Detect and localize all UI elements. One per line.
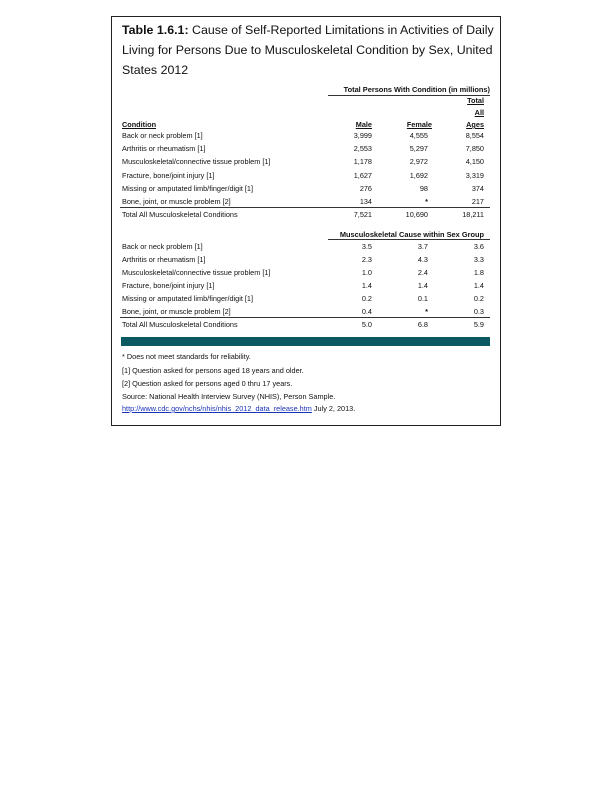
col-condition-header: Condition bbox=[122, 120, 157, 129]
row-condition: Bone, joint, or muscle problem [2] bbox=[122, 307, 231, 316]
row-total: 3.6 bbox=[473, 242, 484, 251]
footnote-unreliable: * Does not meet standards for reliability. bbox=[122, 352, 251, 361]
total-row-female: 6.8 bbox=[417, 320, 428, 329]
row-total: 0.2 bbox=[473, 294, 484, 303]
row-total: 374 bbox=[471, 184, 484, 193]
total-row-female: 10,690 bbox=[405, 210, 428, 219]
total-row-male: 7,521 bbox=[353, 210, 372, 219]
section2-total-rule bbox=[120, 317, 490, 318]
row-condition: Fracture, bone/joint injury [1] bbox=[122, 171, 215, 180]
footnote-2: [2] Question asked for persons aged 0 thru 17 years. bbox=[122, 379, 293, 388]
footnote-date: July 2, 2013. bbox=[311, 404, 356, 413]
row-condition: Bone, joint, or muscle problem [2] bbox=[122, 197, 231, 206]
row-total: 3,319 bbox=[465, 171, 484, 180]
row-male: 134 bbox=[359, 197, 372, 206]
col-total-line3: Ages bbox=[466, 120, 484, 129]
row-female: 2.4 bbox=[417, 268, 428, 277]
total-row-condition: Total All Musculoskeletal Conditions bbox=[122, 210, 238, 219]
row-total: 1.4 bbox=[473, 281, 484, 290]
row-total: 3.3 bbox=[473, 255, 484, 264]
section1-group-header: Total Persons With Condition (in millions) bbox=[343, 85, 490, 94]
row-male: 1,178 bbox=[353, 157, 372, 166]
row-female: 0.1 bbox=[417, 294, 428, 303]
row-male: 276 bbox=[359, 184, 372, 193]
row-male: 0.2 bbox=[361, 294, 372, 303]
row-condition: Back or neck problem [1] bbox=[122, 242, 203, 251]
row-condition: Back or neck problem [1] bbox=[122, 131, 203, 140]
row-total: 1.8 bbox=[473, 268, 484, 277]
row-male: 0.4 bbox=[361, 307, 372, 316]
col-male-header: Male bbox=[355, 120, 372, 129]
row-female: 98 bbox=[419, 184, 428, 193]
col-total-line1: Total bbox=[467, 96, 484, 105]
section1-total-rule bbox=[120, 207, 490, 208]
row-male: 1.4 bbox=[361, 281, 372, 290]
row-female: 4,555 bbox=[409, 131, 428, 140]
row-condition: Fracture, bone/joint injury [1] bbox=[122, 281, 215, 290]
footnote-1: [1] Question asked for persons aged 18 years and older. bbox=[122, 366, 304, 375]
row-female: * bbox=[425, 307, 428, 316]
row-condition: Musculoskeletal/connective tissue problem [1] bbox=[122, 157, 271, 166]
row-total: 217 bbox=[471, 197, 484, 206]
row-total: 8,554 bbox=[465, 131, 484, 140]
row-total: 0.3 bbox=[473, 307, 484, 316]
row-female: 2,972 bbox=[409, 157, 428, 166]
section2-group-header: Musculoskeletal Cause within Sex Group bbox=[339, 230, 484, 239]
table-title bbox=[122, 20, 494, 80]
row-female: * bbox=[425, 197, 428, 206]
row-female: 5,297 bbox=[409, 144, 428, 153]
row-male: 2.3 bbox=[361, 255, 372, 264]
row-female: 4.3 bbox=[417, 255, 428, 264]
row-female: 1.4 bbox=[417, 281, 428, 290]
row-total: 7,850 bbox=[465, 144, 484, 153]
section2-header-rule bbox=[328, 239, 490, 240]
footnote-source: Source: National Health Interview Survey (NHIS), Person Sample. bbox=[122, 392, 336, 401]
row-condition: Missing or amputated limb/finger/digit [1] bbox=[122, 184, 253, 193]
row-male: 3,999 bbox=[353, 131, 372, 140]
footnote-link-line bbox=[122, 404, 355, 414]
row-male: 1.0 bbox=[361, 268, 372, 277]
row-total: 4,150 bbox=[465, 157, 484, 166]
total-row-total: 18,211 bbox=[462, 210, 484, 219]
col-female-header: Female bbox=[406, 120, 432, 129]
row-condition: Arthritis or rheumatism [1] bbox=[122, 255, 206, 264]
source-link[interactable]: http://www.cdc.gov/nchs/nhis/nhis_2012_data_release.htm bbox=[122, 404, 312, 413]
table-title-text: Cause of Self-Reported Limitations in Activities of Daily Living for Persons Due to Musculoskeletal Condition by Sex, United States 2012 bbox=[122, 23, 494, 77]
total-row-total: 5.9 bbox=[473, 320, 484, 329]
row-male: 3.5 bbox=[361, 242, 372, 251]
row-condition: Missing or amputated limb/finger/digit [1] bbox=[122, 294, 253, 303]
row-male: 2,553 bbox=[353, 144, 372, 153]
row-female: 1,692 bbox=[409, 171, 428, 180]
row-condition: Arthritis or rheumatism [1] bbox=[122, 144, 206, 153]
total-row-condition: Total All Musculoskeletal Conditions bbox=[122, 320, 238, 329]
row-male: 1,627 bbox=[353, 171, 372, 180]
total-row-male: 5.0 bbox=[361, 320, 372, 329]
table-number: Table 1.6.1: bbox=[122, 23, 189, 37]
row-condition: Musculoskeletal/connective tissue problem [1] bbox=[122, 268, 271, 277]
row-female: 3.7 bbox=[417, 242, 428, 251]
teal-divider-band bbox=[121, 337, 490, 346]
col-total-line2: All bbox=[474, 108, 484, 117]
